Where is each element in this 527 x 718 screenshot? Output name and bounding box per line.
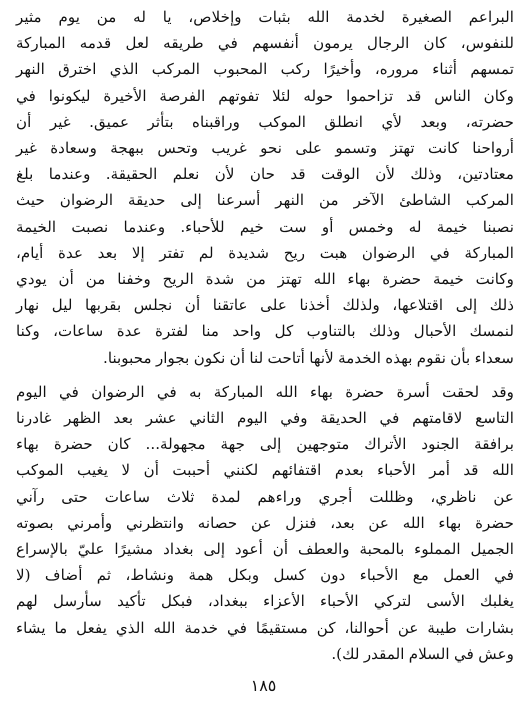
text-line: وقد لحقت أسرة حضرة بهاء الله المباركة به في الرضوان في اليوم bbox=[16, 382, 514, 401]
text-line: الله قد أمر الأحباء بعدم اقتفائهم لكنني أحببت أن لا يغيب الموكب bbox=[16, 461, 514, 480]
text-line: المركب الشاطئ الآخر من النهر أسرعنا إلى حديقة الرضوان حيث bbox=[16, 191, 514, 210]
text-line: في العمل مع الأحباء دون كسل وبكل همة ونشاط، ثم أضاف (لا bbox=[16, 566, 514, 585]
text-line: عن ناظري، وظللت أجري وراءهم لمدة ثلاث ساعات حتى رآني bbox=[16, 487, 514, 506]
text-line: حضرته، وبعد لأي انطلق الموكب وراقبناه بتأثر عميق. غير أن bbox=[16, 112, 514, 131]
text-line: نصبنا خيمة له وخمس أو ست خيم للأحباء. وعندما نصبت الخيمة bbox=[16, 217, 514, 236]
text-line: ذلك إلى اقتلاعها، ولذلك أخذنا على عاتقنا أن نجلس بقربها ليل نهار bbox=[16, 296, 514, 315]
text-line: برافقة الجنود الأتراك متوجهين إلى جهة مجهولة... كان حضرة بهاء bbox=[16, 435, 514, 454]
text-line: البراعم الصغيرة لخدمة الله بثبات وإخلاص، يا له من يوم مثير bbox=[16, 8, 514, 26]
text-line: المباركة في الرضوان هبت ريح شديدة لم تفتر إلا بعد عدة أيام، bbox=[16, 243, 514, 262]
text-line: بشارات طيبة عن أحوالنا، كن مستقيمًا في خدمة الله الذي يفعل ما يشاء bbox=[16, 618, 514, 637]
text-line: وكانت خيمة حضرة بهاء الله تهتز من شدة الريح وخفنا من أن يودي bbox=[16, 270, 514, 289]
text-line: سعداء بأن نقوم بهذه الخدمة لأنها أتاحت لنا أن نكون بجوار محبوبنا. bbox=[103, 348, 514, 367]
page-number: ١٨٥ bbox=[250, 676, 277, 695]
text-line: وكان الناس قد تزاحموا حوله لئلا تفوتهم الفرصة الأخيرة ليكونوا في bbox=[16, 86, 514, 105]
text-line: وعش في السلام المقدر لك). bbox=[331, 644, 514, 663]
text-line: حضرة بهاء الله عن بعد، فنزل عن حصانه وانتظرني وأمرني بصوته bbox=[16, 513, 514, 532]
document-page bbox=[16, 4, 514, 714]
text-line: تمسهم أثناء مروره، وأخيرًا ركب المحبوب المركب الذي اخترق النهر bbox=[16, 60, 514, 79]
text-line: معتادتين، وذلك لأن الوقت قد حان لأن نعلم الحقيقة. وعندما بلغ bbox=[16, 165, 514, 184]
text-line: الجميل المملوء بالمحبة والعطف أن أعود إلى بغداد مشيرًا عليّ بالإسراع bbox=[16, 540, 514, 559]
paragraph-2 bbox=[16, 379, 514, 667]
text-line: لنمسك الأحبال وذلك بالتناوب كل واحد منا لفترة عدة ساعات، وكنا bbox=[16, 322, 514, 341]
text-line: يغلبك الأسى لتركي الأحباء الأعزاء ببغداد، فبكل تأكيد سأرسل لهم bbox=[16, 592, 514, 611]
text-line: أرواحنا كانت تهتز وتسمو على نحو غريب وتحس ببهجة وسعادة غير bbox=[16, 139, 514, 158]
text-line: التاسع لاقامتهم في الحديقة وفي اليوم الثاني عشر بعد الظهر غادرنا bbox=[16, 409, 514, 428]
paragraph-1 bbox=[16, 4, 514, 371]
text-line: للنفوس، كان الرجال يرمون أنفسهم في طريقه لعل قدمه المباركة bbox=[16, 34, 514, 53]
